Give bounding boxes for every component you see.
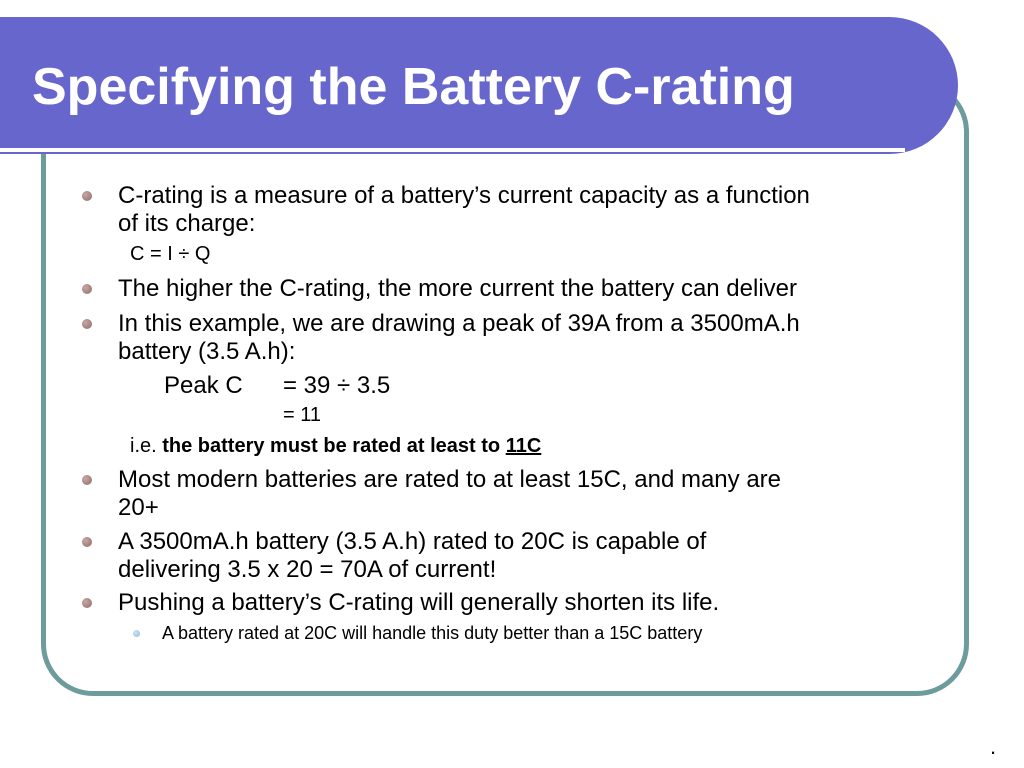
- formula-c-equals: C = I ÷ Q: [130, 243, 211, 265]
- bullet-icon: [82, 284, 92, 294]
- peak-c-label: Peak C: [164, 372, 243, 399]
- conclusion-rating-value: 11C: [505, 435, 542, 457]
- bullet-4-line-1: Most modern batteries are rated to at least 15C, and many are: [118, 466, 782, 493]
- bullet-2: The higher the C-rating, the more current the battery can deliver: [118, 275, 798, 302]
- bullet-3-line-2: battery (3.5 A.h):: [118, 338, 296, 365]
- bullet-4-line-2: 20+: [118, 494, 159, 521]
- bullet-1-line-2: of its charge:: [118, 210, 256, 237]
- conclusion-line: [130, 436, 541, 456]
- bullet-icon: [82, 598, 92, 608]
- bullet-icon: [82, 475, 92, 485]
- bullet-6: Pushing a battery’s C-rating will generally shorten its life.: [118, 589, 720, 616]
- slide-title: Specifying the Battery C-rating: [32, 58, 795, 116]
- peak-c-result: = 11: [283, 404, 321, 426]
- conclusion-bold-text: the battery must be rated at least to: [162, 435, 501, 457]
- corner-mark: .: [990, 734, 997, 759]
- bullet-6-sub: A battery rated at 20C will handle this duty better than a 15C battery: [162, 623, 703, 643]
- bullet-icon: [82, 319, 92, 329]
- conclusion-prefix: i.e.: [130, 435, 157, 457]
- bullet-3-line-1: In this example, we are drawing a peak of 39A from a 3500mA.h: [118, 310, 800, 337]
- peak-c-calculation: = 39 ÷ 3.5: [283, 372, 391, 399]
- bullet-5-line-1: A 3500mA.h battery (3.5 A.h) rated to 20C is capable of: [118, 528, 707, 555]
- sub-bullet-icon: [133, 630, 140, 637]
- bullet-icon: [82, 537, 92, 547]
- bullet-icon: [82, 191, 92, 201]
- bullet-5-line-2: delivering 3.5 x 20 = 70A of current!: [118, 556, 497, 583]
- bullet-1-line-1: C-rating is a measure of a battery’s current capacity as a function: [118, 182, 810, 209]
